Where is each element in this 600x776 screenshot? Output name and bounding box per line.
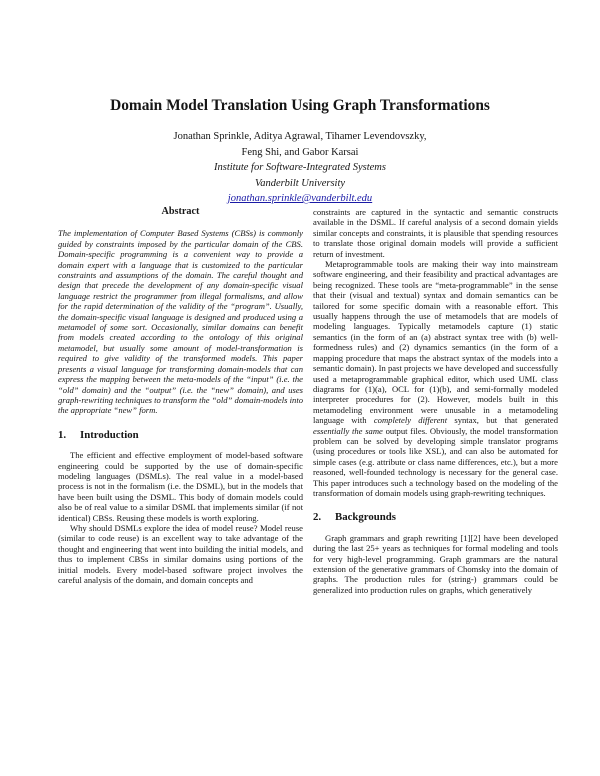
institute: Institute for Software-Integrated Systems: [214, 162, 386, 173]
intro-paragraph-1: The efficient and effective employment of model-based software engineering could be supported by the use of domain-specific modeling languages (DSMLs). The real value in a model-based process is not in the formalism (i.e. the DSML), but in the models that have been built using the DSML. This body of domain models could also be of real value to a similar DSML that implements similar (if not identical) CBSs. Reusing these models is worth exploring.: [58, 450, 303, 523]
intro-paragraph-4-emphasis-2: essentially the same: [313, 425, 383, 436]
intro-paragraph-4-emphasis-1: completely different: [373, 415, 448, 426]
intro-paragraph-4: [313, 259, 558, 498]
intro-paragraph-2: Why should DSMLs explore the idea of model reuse? Model reuse (similar to code reuse) is an excellent way to take advantage of the thought and engineering that went into building the initial models, and thus to implement CBSs in similar domains using portions of the initial models. Every model-based software project involves the careful analysis of the domain, and domain concepts and: [58, 522, 303, 585]
section-1-title: Introduction: [80, 428, 139, 441]
section-1-number: 1.: [58, 428, 67, 441]
section-2-number: 2.: [313, 511, 322, 524]
intro-paragraph-3: constraints are captured in the syntactic and semantic constructs available in the DSML. If careful analysis of a second domain yields similar concepts and constraints, it is plausible that spending resources to translate those original domain models will provide a sufficient return of investment.: [313, 207, 558, 259]
paper-title: Domain Model Translation Using Graph Transformations: [110, 97, 490, 114]
intro-paragraph-4-part-c: output files. Obviously, the model transformation problem can be solved by developing simple translator programs (using procedures or tools like XSL), and can also be automated for simple cases (e.g. attribute or class name differences, etc.), but a more reasoned, well-founded technology is necessary for the general case. This paper introduces such a technology based on the modeling of the transformation of domain models using graph-rewriting techniques.: [313, 425, 558, 498]
abstract-text: The implementation of Computer Based Systems (CBSs) is commonly guided by constraints imposed by the particular domain of the CBS. Domain-specific programming is a convenient way to provide a domain expert with a language that is customized to the particular constraints and assumptions of the domain. The careful thought and design that precede the development of any domain-specific visual language restrict the programmer from illegal formalisms, and allow for the rapid determination of the validity of the “program”. Usually, the domain-specific visual language is designed and produced using a metamodel of some sort. Occasionally, similar domains can benefit from models created according to the ontology of this original metamodel, but usually some amount of model-transformation is required to give validity of the transformed models. This paper presents a visual language for transforming domain-models that can express the mapping between the meta-models of the “input” (i.e. the “old” domain) and the “output” (i.e. the “new” domain), and uses graph-rewriting techniques to transform the “old” domain-models into the appropriate “new” form.: [58, 228, 303, 416]
abstract-heading: Abstract: [161, 206, 200, 217]
author-block: [0, 129, 600, 207]
university: Vanderbilt University: [254, 177, 346, 189]
right-column: [313, 207, 558, 595]
backgrounds-paragraph-1: Graph grammars and graph rewriting [1][2] have been developed during the last 25+ years as techniques for formal modeling and tools for very high-level programming. Graph grammars are the natural extension of the generative grammars of Chomsky into the domain of graphs. The production rules for (string-) grammars could be generalized into production rules on graphs, which generatively: [313, 532, 558, 595]
section-2-heading: [313, 512, 558, 522]
section-1-heading: [58, 430, 303, 440]
intro-paragraph-4-part-b: syntax, but that generated: [447, 415, 558, 426]
authors-line-1: Jonathan Sprinkle, Aditya Agrawal, Tihamer Levendovszky,: [173, 131, 427, 142]
section-2-title: Backgrounds: [335, 511, 397, 524]
email-link[interactable]: jonathan.sprinkle@vanderbilt.edu: [227, 193, 373, 204]
intro-paragraph-4-part-a: Metaprogrammable tools are making their way into mainstream software engineering, and their feasibility and practical advantages are being recognized. These tools are “meta-programmable” in the sense that their (visual and textual) syntax and domain semantics can be tailored for some specific domain with a reasonable effort. This usually happens through the use of metamodels that are models of modeling languages. Typically metamodels capture (1) static semantics (in the form of an (a) abstract syntax tree with (b) well-formedness rules) and (2) dynamics semantics (in the form of a mapping procedure that maps the abstract syntax of the models into a semantic domain). In past projects we have developed and successfully used a metaprogrammable graphical editor, which used UML class diagrams for (1)(a), OCL for (1)(b), and semi-formally modeled interpreter procedures for (2). However, models built in this metamodeling environment were unusable in a metamodeling language with: [313, 259, 558, 426]
authors-line-2: Feng Shi, and Gabor Karsai: [241, 146, 359, 158]
left-column: [58, 207, 303, 585]
